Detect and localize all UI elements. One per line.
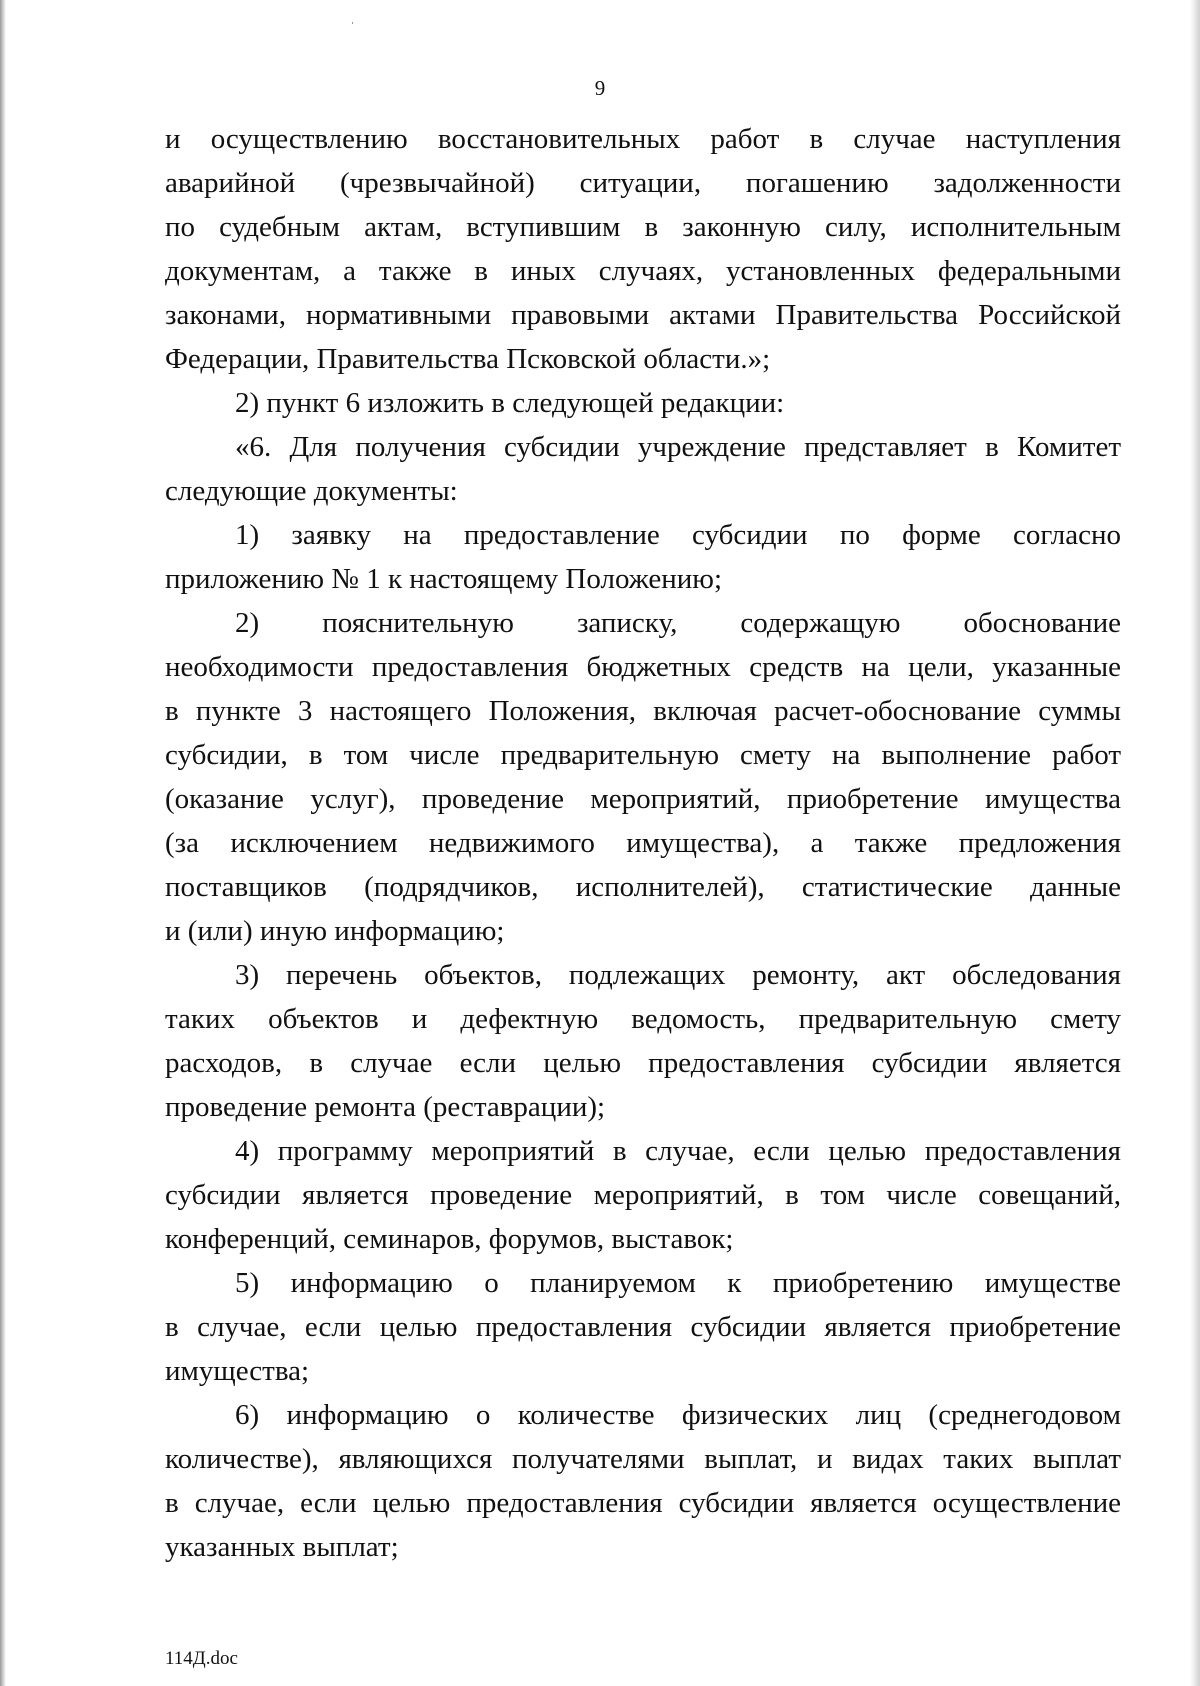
paragraph: [165, 381, 1121, 425]
text-line: 2) пункт 6 изложить в следующей редакции:: [235, 387, 785, 419]
text-line: 2) пояснительную записку, содержащую обоснование: [235, 607, 1121, 639]
paragraph: [165, 601, 1121, 953]
paragraph: [165, 1129, 1121, 1261]
text-line: и (или) иную информацию;: [165, 915, 505, 947]
text-line: по судебным актам, вступившим в законную силу, исполнительным: [165, 211, 1121, 243]
scan-left-edge: [0, 0, 6, 1686]
text-line: следующие документы:: [165, 475, 458, 507]
scan-right-edge: [1190, 0, 1200, 1686]
text-line: (оказание услуг), проведение мероприятий, приобретение имущества: [165, 783, 1121, 815]
text-line: 5) информацию о планируемом к приобретению имуществе: [235, 1267, 1121, 1299]
text-line: законами, нормативными правовыми актами Правительства Российской: [165, 299, 1121, 331]
document-body: [165, 117, 1121, 1569]
paragraph: [165, 1393, 1121, 1569]
text-line: документам, а также в иных случаях, установленных федеральными: [165, 255, 1121, 287]
text-line: «6. Для получения субсидии учреждение представляет в Комитет: [235, 431, 1121, 463]
text-line: поставщиков (подрядчиков, исполнителей), статистические данные: [165, 871, 1121, 903]
text-line: таких объектов и дефектную ведомость, предварительную смету: [165, 1003, 1121, 1035]
paragraph: [165, 513, 1121, 601]
text-line: субсидии является проведение мероприятий, в том числе совещаний,: [165, 1179, 1121, 1211]
footer-filename: 114Д.doc: [165, 1648, 238, 1669]
text-line: 1) заявку на предоставление субсидии по форме согласно: [235, 519, 1121, 551]
text-line: Федерации, Правительства Псковской области.»;: [165, 343, 771, 375]
text-line: 6) информацию о количестве физических лиц (среднегодовом: [235, 1399, 1121, 1431]
text-line: конференций, семинаров, форумов, выставок;: [165, 1223, 734, 1255]
text-line: 3) перечень объектов, подлежащих ремонту, акт обследования: [235, 959, 1121, 991]
text-line: субсидии, в том числе предварительную смету на выполнение работ: [165, 739, 1121, 771]
paragraph: [165, 953, 1121, 1129]
text-line: проведение ремонта (реставрации);: [165, 1091, 606, 1123]
text-line: расходов, в случае если целью предоставления субсидии является: [165, 1047, 1121, 1079]
text-line: и осуществлению восстановительных работ в случае наступления: [165, 123, 1121, 155]
text-line: в случае, если целью предоставления субсидии является осуществление: [165, 1487, 1121, 1519]
text-line: количестве), являющихся получателями выплат, и видах таких выплат: [165, 1443, 1121, 1475]
text-line: (за исключением недвижимого имущества), а также предложения: [165, 827, 1121, 859]
text-line: приложению № 1 к настоящему Положению;: [165, 563, 723, 595]
text-line: необходимости предоставления бюджетных средств на цели, указанные: [165, 651, 1121, 683]
paragraph: [165, 117, 1121, 381]
page-number: 9: [594, 76, 606, 100]
text-line: имущества;: [165, 1355, 310, 1387]
text-line: в пункте 3 настоящего Положения, включая расчет-обоснование суммы: [165, 695, 1121, 727]
text-line: указанных выплат;: [165, 1531, 399, 1563]
paragraph: [165, 1261, 1121, 1393]
text-line: 4) программу мероприятий в случае, если целью предоставления: [235, 1135, 1121, 1167]
text-line: аварийной (чрезвычайной) ситуации, погашению задолженности: [165, 167, 1121, 199]
scan-mark: [352, 22, 353, 24]
paragraph: [165, 425, 1121, 513]
text-line: в случае, если целью предоставления субсидии является приобретение: [165, 1311, 1121, 1343]
